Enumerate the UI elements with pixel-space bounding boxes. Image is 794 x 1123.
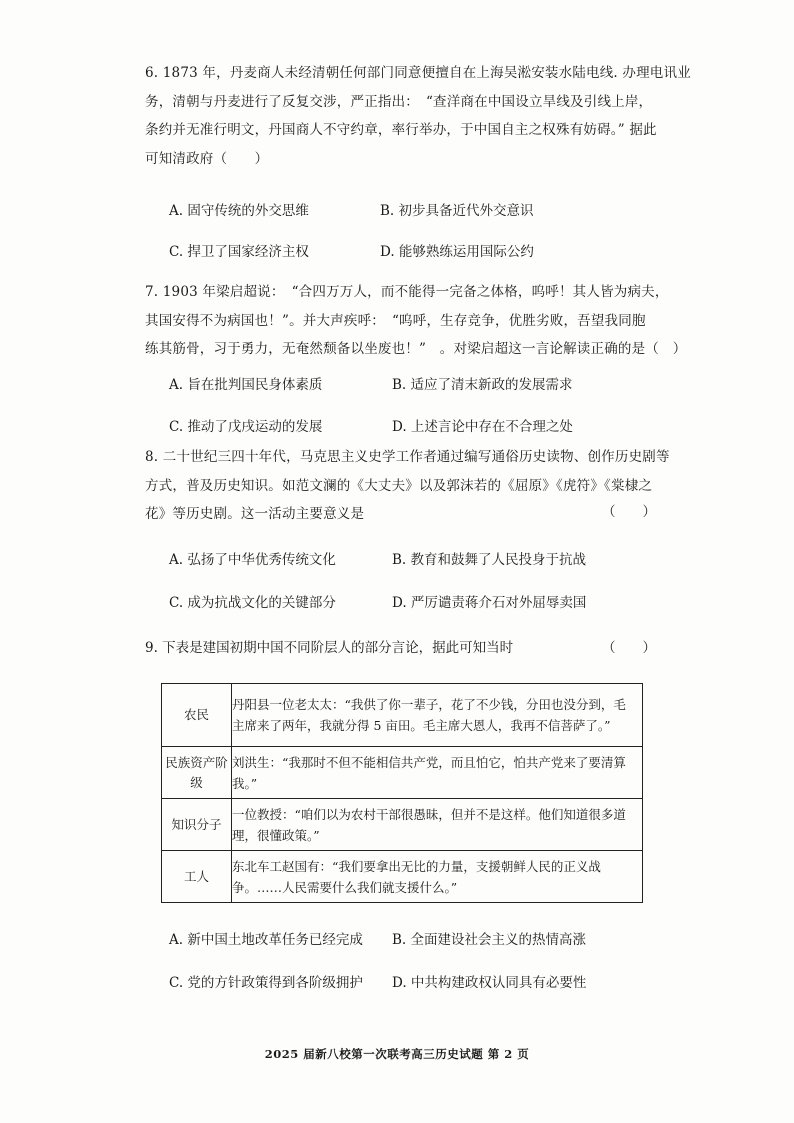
stem-line: 6. 1873 年，丹麦商人未经清朝任何部门同意便擅自在上海吴淞安装水陆电线. 办理电讯业: [145, 65, 691, 81]
q9-option-a[interactable]: A. 新中国土地改革任务已经完成: [169, 932, 363, 948]
q6-option-a[interactable]: A. 固守传统的外交思维: [169, 203, 309, 219]
stem-line: 其国安得不为病国也！”。并大声疾呼： “呜呼，生存竞争，优胜劣败，吾望我同胞: [145, 312, 646, 329]
table-row-label: 知识分子: [162, 799, 232, 851]
stem-line: 条约并无准行明文，丹国商人不守约章，率行举办，于中国自主之权殊有妨碍。” 据此: [145, 122, 657, 138]
table-label-line: 级: [190, 774, 203, 790]
q8-option-a[interactable]: A. 弘扬了中华优秀传统文化: [169, 552, 336, 568]
table-row-text: [232, 851, 643, 903]
q8-option-b[interactable]: B. 教育和鼓舞了人民投身于抗战: [392, 552, 587, 568]
stem-line: 务，清朝与丹麦进行了反复交涉，严正指出： “查洋商在中国设立旱线及引线上岸，: [145, 93, 653, 110]
table-text-line: 丹阳县一位老太太：“我供了你一辈子，花了不少钱，分田也没分到，毛: [232, 697, 626, 712]
table-row-label: 工人: [162, 851, 232, 903]
question-8-stem: [145, 443, 670, 529]
answer-bracket: （ ）: [602, 504, 656, 520]
table-row-text: [232, 799, 643, 851]
table-row-text: [232, 747, 643, 799]
table-text-line: 一位教授：“咱们以为农村干部很愚昧，但并不是这样。他们知道很多道: [232, 806, 626, 822]
q7-option-a[interactable]: A. 旨在批判国民身体素质: [169, 377, 323, 393]
table-row: [162, 851, 643, 903]
q7-option-b[interactable]: B. 适应了清末新政的发展需求: [392, 377, 573, 393]
q9-option-c[interactable]: C. 党的方针政策得到各阶级拥护: [169, 975, 363, 991]
q6-option-c[interactable]: C. 捍卫了国家经济主权: [169, 244, 309, 260]
table-label-line: 民族资产阶: [165, 754, 228, 770]
table-text-line: 主席来了两年，我就分得 5 亩田。毛主席大恩人，我再不信菩萨了。”: [232, 718, 611, 733]
q8-option-d[interactable]: D. 严厉谴责蒋介石对外屈辱卖国: [392, 595, 587, 611]
table-text-line: 我。”: [232, 775, 258, 791]
quotes-table: [161, 683, 643, 903]
stem-line: 可知清政府（ ）: [145, 150, 269, 167]
q9-option-b[interactable]: B. 全面建设社会主义的热情高涨: [392, 932, 587, 948]
q6-option-b[interactable]: B. 初步具备近代外交意识: [380, 203, 534, 219]
page-footer: 2025 届新八校第一次联考高三历史试题 第 2 页: [264, 1047, 530, 1061]
table-text-line: 争。……人民需要什么我们就支援什么。”: [232, 879, 458, 895]
q8-option-c[interactable]: C. 成为抗战文化的关键部分: [169, 595, 336, 611]
stem-line: 花》等历史剧。这一活动主要意义是: [145, 506, 365, 522]
q9-option-d[interactable]: D. 中共构建政权认同具有必要性: [392, 975, 587, 991]
table-text-line: 理，很懂政策。”: [232, 827, 320, 843]
table-row-text: [232, 684, 643, 747]
stem-line: 练其筋骨，习于勇力，无奄然颓备以坐废也！” 。对梁启超这一言论解读正确的是（ ）: [145, 341, 687, 357]
stem-line: 8. 二十世纪三四十年代，马克思主义史学工作者通过编写通俗历史读物、创作历史剧等: [145, 449, 670, 465]
question-7-stem: [145, 278, 687, 364]
answer-bracket: （ ）: [602, 640, 656, 656]
table-row-label: [162, 747, 232, 799]
q6-option-d[interactable]: D. 能够熟练运用国际公约: [380, 244, 534, 260]
q7-option-c[interactable]: C. 推动了戊戌运动的发展: [169, 419, 323, 435]
question-9-stem: 9. 下表是建国初期中国不同阶层人的部分言论，据此可知当时: [145, 640, 514, 656]
table-row: [162, 747, 643, 799]
stem-line: 方式，普及历史知识。如范文澜的《大丈夫》以及郭沫若的《屈原》《虎符》《棠棣之: [145, 477, 653, 494]
q7-option-d[interactable]: D. 上述言论中存在不合理之处: [392, 419, 573, 435]
table-row-label: 农民: [162, 684, 232, 747]
stem-line: 7. 1903 年梁启超说： “合四万万人，而不能得一完备之体格，呜呼！其人皆为病夫，: [145, 284, 669, 300]
table-row: [162, 799, 643, 851]
table-text-line: 刘洪生：“我那时不但不能相信共产党，而且怕它，怕共产党来了要清算: [232, 754, 626, 770]
question-6-stem: [145, 59, 691, 173]
table-text-line: 东北车工赵国有：“我们要拿出无比的力量，支援朝鲜人民的正义战: [232, 858, 601, 874]
table-row: [162, 684, 643, 747]
